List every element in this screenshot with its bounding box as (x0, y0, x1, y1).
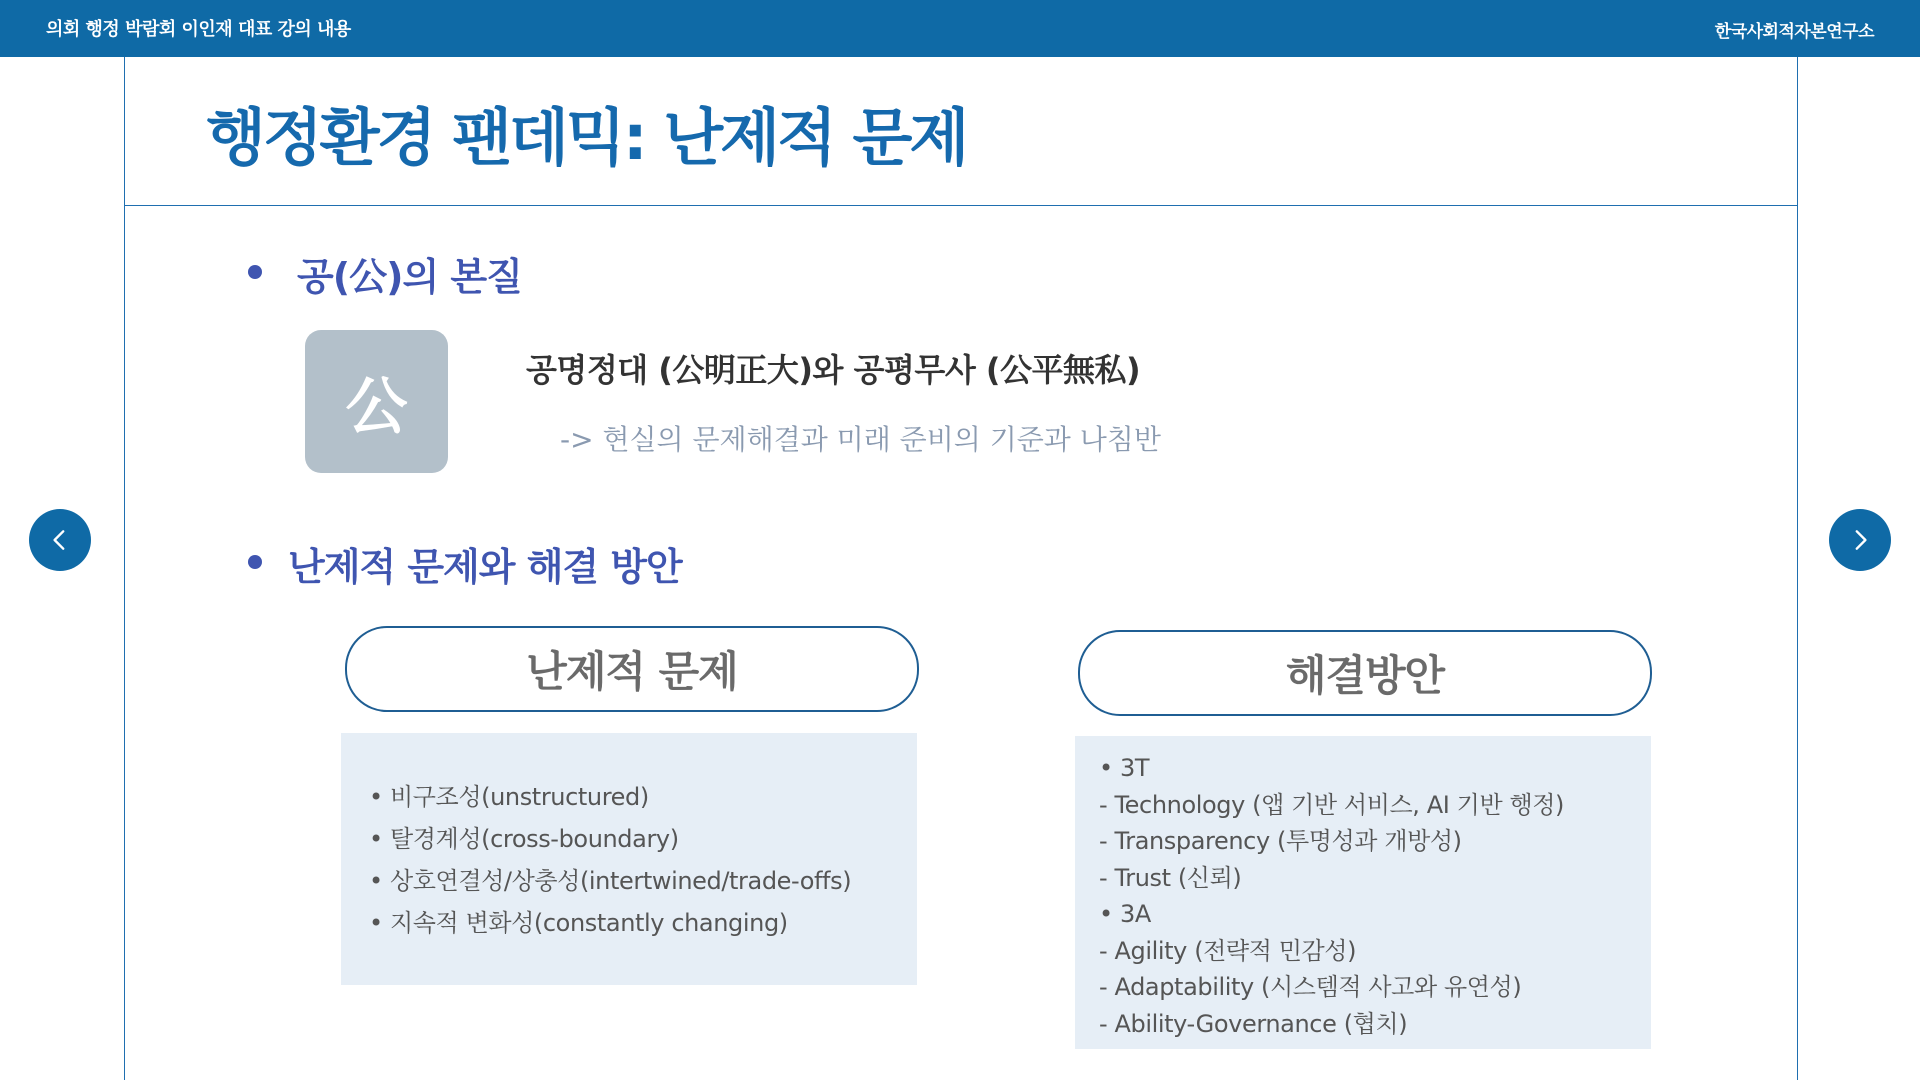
list-item: • 탈경계성(cross-boundary) (369, 825, 679, 853)
list-item: - Agility (전략적 민감성) (1099, 936, 1357, 965)
motto-text: 공명정대 (公明正大)와 공평무사 (公平無私) (526, 351, 1141, 389)
top-header-bar (0, 0, 1920, 57)
title-divider (124, 205, 1798, 206)
solutions-box (1075, 736, 1651, 1049)
list-item: • 지속적 변화성(constantly changing) (369, 909, 788, 937)
list-item: - Technology (앱 기반 서비스, AI 기반 행정) (1099, 790, 1564, 819)
previous-slide-button[interactable] (29, 509, 91, 571)
problems-pill-label: 난제적 문제 (345, 626, 919, 712)
list-item: • 3T (1099, 754, 1150, 782)
lecture-title: 의회 행정 박람회 이인재 대표 강의 내용 (46, 19, 351, 40)
gong-character-badge (305, 330, 448, 473)
list-item: • 3A (1099, 900, 1151, 928)
list-item: - Ability-Governance (협치) (1099, 1009, 1408, 1038)
section-bullet (248, 555, 262, 569)
badge-character: 公 (345, 370, 408, 443)
organization-name: 한국사회적자본연구소 (1714, 22, 1874, 42)
slide-title: 행정환경 팬데믹: 난제적 문제 (206, 101, 967, 174)
motto-subtext: -> 현실의 문제해결과 미래 준비의 기준과 나침반 (560, 423, 1161, 456)
slide-frame-right-border (1797, 57, 1798, 1080)
list-item: • 비구조성(unstructured) (369, 783, 649, 811)
list-item: - Transparency (투명성과 개방성) (1099, 827, 1462, 855)
next-slide-button[interactable] (1829, 509, 1891, 571)
solutions-pill-label: 해결방안 (1078, 630, 1652, 716)
section-heading-problems-solutions: 난제적 문제와 해결 방안 (288, 545, 682, 589)
list-item: - Adaptability (시스템적 사고와 유연성) (1099, 973, 1522, 1001)
section-heading-essence: 공(公)의 본질 (297, 255, 522, 299)
section-bullet (248, 265, 262, 279)
slide-frame-left-border (124, 57, 125, 1080)
problems-box (341, 733, 917, 985)
chevron-left-icon (47, 527, 73, 553)
list-item: - Trust (신뢰) (1099, 863, 1242, 892)
chevron-right-icon (1847, 527, 1873, 553)
list-item: • 상호연결성/상충성(intertwined/trade-offs) (369, 867, 852, 895)
